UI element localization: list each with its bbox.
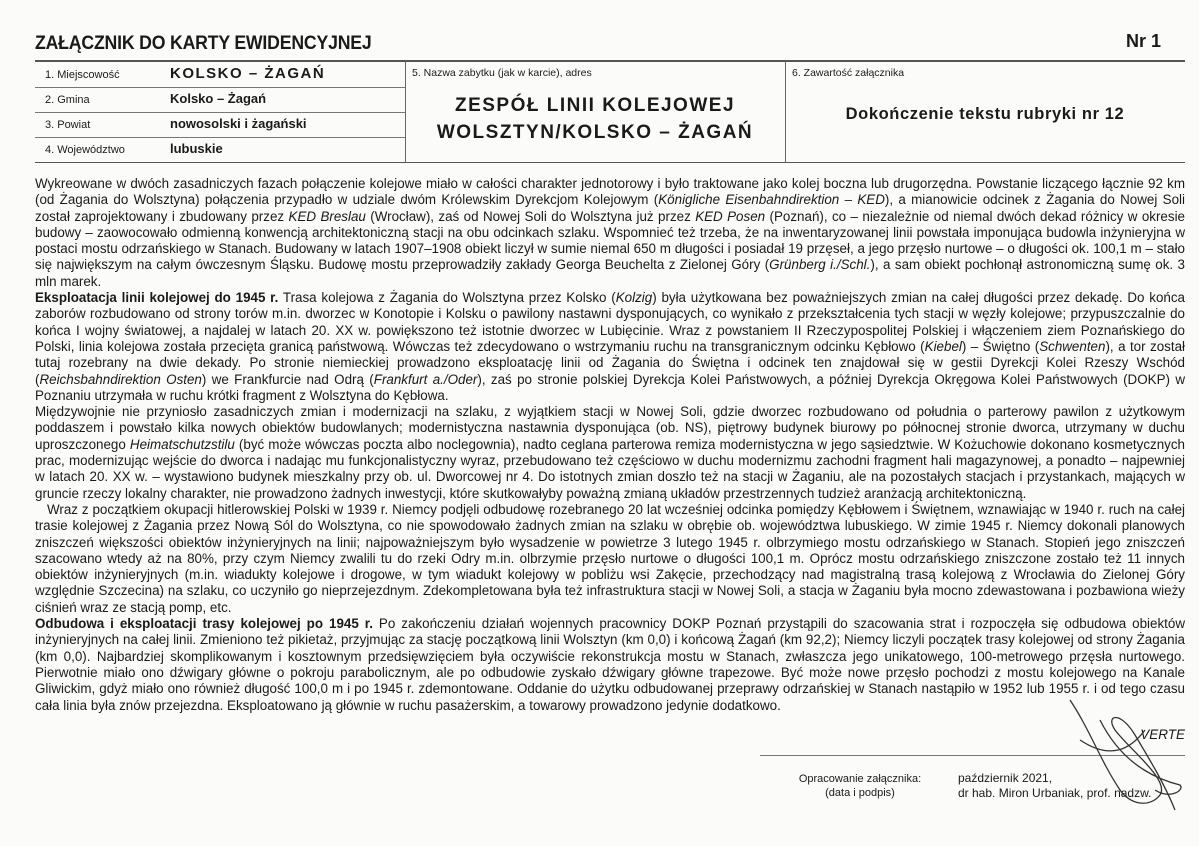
italic-term: KED Breslau [288,208,366,224]
field-county [35,112,405,138]
text-run: Trasa kolejowa z Żagania do Wolsztyna przez Kolsko ( [278,290,616,306]
paragraph [35,616,1185,714]
monument-name-line1: ZESPÓŁ LINII KOLEJOWEJ [454,95,736,116]
field-voivodeship [35,137,405,162]
monument-name-line2: WOLSZTYN/KOLSKO – ŻAGAŃ [436,122,754,143]
italic-term: Schwenten [1039,338,1106,354]
signature [1060,690,1190,820]
text-run: ), zaś po stronie polskiej Dyrekcja Kolei Państwowych, a później Dyrekcja Okręgowa Kolei Państwowych (DOKP) w Poznaniu utrzymała w ruchu krótki fragment z Wolsztyna do Kębłowa. [35,371,1185,403]
paragraph [35,176,1185,290]
table-bottom-divider [35,162,1185,163]
italic-term: KED Posen [695,208,766,224]
field-label: 1. Miejscowość [45,69,120,81]
document-title: ZAŁĄCZNIK DO KARTY EWIDENCYJNEJ [35,33,372,54]
paragraph [35,404,1185,502]
text-run: ), a mianowicie odcinek z Żagania do Nowej Soli został zaprojektowany i zbudowany przez [35,192,1185,224]
prepared-date: październik 2021, [958,771,1053,785]
text-run: Międzywojnie nie przyniosło zasadniczych zmian i modernizacji na szlaku, z wyjątkiem stacji w Nowej Soli, gdzie dworzec rozbudowano od południa o parterowy pawilon z użytkowym poddaszem i powstało kilka nowych obiektów budowlanych; modernistyczna nastawnia dysponująca (ob. NS), piętrowy budynek biurowy po północnej stronie dworca, utrzymany w duchu uproszczonego [35,404,1185,452]
text-run: ), a tor został tutaj rozebrany na dwie dekady. Po stronie niemieckiej prowadzono eksploatację linii od Żagania do Świętna i odcinek ten znajdował się w gestii Dyrekcji Kolei Rzeszy Wschód ( [35,338,1185,387]
text-run: ) była użytkowana bez poważniejszych zmian na całej długości przez dekadę. Do końca zaborów rozbudowano od strony torów m.in. dworzec w Konotopie i Kolsku o pawilony nastawni dysponujących, co wynikało z przekształcenia tych stacji w węzły kolejowe; przypuszczalnie do końca I wojny światowej, a najdalej w latach 20. XX w. powiększono też istotnie dworzec w Lubięcinie. Wraz z powstaniem II Rzeczypospolitej Polskiej i włączeniem ziem Poznańskiego do Polski, linia kolejowa została przecięta granicą państwową. Wówczas też zdecydowano o wstrzymaniu ruchu na transgranicznym odcinku Kębłowo ( [35,290,1186,354]
section-heading: Eksploatacja linii kolejowej do 1945 r. [35,290,279,306]
field-value: Kolsko – Żagań [170,91,267,106]
italic-term: Grünberg i./Schl. [769,257,871,273]
text-run: (być może wówczas poczta albo noclegownia), nadto ceglana parterowa remiza modernistyczna w jego sąsiedztwie. W Kożuchowie dokonano kosmetycznych prac, modernizując wejście do dworca i nadając mu funkcjonalistyczny wyraz, przebudowano też częściowo w duchu modernizmu zachodni fragment hali magazynowej, a ponadto – najpewniej w latach 20. XX w. – wystawiono budynek mieszkalny przy ob. ul. Dworcowej nr 4. Do istotnych zmian doszło też na stacji w Żaganiu, ale na pozostałych stacjach i przystankach, mających w gruncie rzeczy lokalny charakter, nie prowadzono żadnych inwestycji, które skutkowałyby poważną zmianą układów przestrzennych tudzież aranżacją architektoniczną. [35,436,1185,501]
verte-note: VERTE [1140,727,1185,742]
monument-name [405,92,785,146]
attachment-number: Nr 1 [1125,31,1161,51]
field-label: 2. Gmina [45,94,90,106]
field-label: 3. Powiat [45,119,91,131]
attachment-content-label: 6. Zawartość załącznika [792,67,905,79]
field-commune [35,87,405,113]
paragraph [35,290,1185,404]
field-label: 4. Województwo [45,144,125,156]
italic-term: Frankfurt a./Oder [373,371,478,387]
section-heading: Odbudowa i eksploatacji trasy kolejowej po 1945 r. [35,616,373,632]
italic-term: Kolzig [615,290,653,306]
date-signature-label: (data i podpis) [825,787,895,799]
footer-label [790,772,930,800]
italic-term: Heimatschutzstilu [129,436,235,452]
text-run: ), a sam obiekt pochłonął astronomiczną sumę ok. 3 mln marek. [35,257,1185,289]
attachment-content: Dokończenie tekstu rubryki nr 12 [845,105,1125,123]
italic-term: Reichsbahndirektion Osten [39,371,202,387]
text-run: Wykreowane w dwóch zasadniczych fazach połączenie kolejowe miało w całości charakter jednotorowy i było traktowane jako kolej boczna lub drugorzędna. Powstanie liczącego łącznie 92 km (od Żagania do Wolsztyna) połączenia przypadło w udziale dwóm Królewskim Dyrekcjom Kolejowym ( [35,176,1185,208]
monument-label: 5. Nazwa zabytku (jak w karcie), adres [412,67,592,79]
text-run: Wraz z początkiem okupacji hitlerowskiej Polski w 1939 r. Niemcy podjęli odbudowę rozebranego 20 lat wcześniej odcinka pomiędzy Kębłowem i Świętnem, wznawiając w 1940 r. ruch na całej trasie kolejowej z Żagania przez Nową Sól do Wolsztyna, co nie spowodowało żadnych zmian na szlaku w obrębie ob. województwa lubuskiego. W zimie 1945 r. Niemcy dokonali planowych zniszczeń większości obiektów inżynieryjnych na linii; najpoważniejszym było wysadzenie w powietrze 3 lutego 1945 r. olbrzymiego mostu odrzańskiego w Stanach. Stopień jego zniszczeń szacowano wtedy aż na 80%, przy czym Niemcy zwalili tu do rzeki Odry m.in. olbrzymie przęsło nurtowe o długości 100,1 m. Oprócz mostu odrzańskiego zniszczone zostało też 11 innych obiektów inżynieryjnych (m.in. wiadukty kolejowe i drogowe, w tym wiadukt kolejowy w pobliżu wsi Zakęcie, przechodzący nad magistralną trasą kolejową z Wrocławia do Zielonej Góry względnie Szczecina) na szlaku, co uczyniło go nieprzejezdnym. Zdekompletowana była też infrastruktura stacji w Nowej Soli, a stacja w Żaganiu była mocno zdewastowana i pozbawiona wieży ciśnień wraz ze stacją pomp, etc. [35,501,1185,615]
italic-term: Königliche Eisenbahndirektion – KED [658,192,885,208]
text-run: ) we Frankfurcie nad Odrą ( [201,371,374,387]
text-run: ) – Świętno ( [961,338,1040,354]
text-run: (Poznań), co – niezależnie od niemal dwóch dekad różnicy w okresie budowy – zaowocowało odmienną konwencją architektoniczną stacji na obu odcinkach szlaku. Wspomnieć też trzeba, że na inwentaryzowanej linii powstała imponująca budowla inżynieryjna w postaci mostu odrzańskiego w Stanach. Budowany w latach 1907–1908 obiekt liczył w sumie niemal 650 m długości i posiadał 19 przęseł, a jego przęsło nurtowe – o długości ok. 100,1 m – stało się największym na całym ówczesnym Śląsku. Budowę mostu przeprowadziły zakłady Georga Beuchelta z Zielonej Góry ( [35,208,1185,273]
author-name: dr hab. Miron Urbaniak, prof. nadzw. [958,786,1152,800]
field-value: lubuskie [170,141,223,156]
italic-term: Kiebel [924,338,962,354]
field-value: KOLSKO – ŻAGAŃ [170,65,326,82]
body-text [35,176,1185,714]
text-run: Po zakończeniu działań wojennych pracownicy DOKP Poznań przystąpili do szacowania strat i rozpoczęła się odbudowa obiektów inżynieryjnych na całej linii. Zmieniono też pikietaż, przyjmując za stację początkową linii Wolsztyn (km 0,0) i końcową Żagań (km 92,2); Niemcy liczyli początek trasy kolejowej od strony Żagania (km 0,0). Najbardziej skomplikowanym i kosztownym przedsięwzięciem była oczywiście rekonstrukcja mostu w Stanach, zwłaszcza jego unikatowego, 100-metrowego przęsła nurtowego. Pierwotnie miało ono dźwigary główne o pokroju parabolicznym, ale po odbudowie zyskało dźwigary główne trapezowe. Być może nowe przęsło pochodzi z mostu kolejowego na Kanale Gliwickim, gdyż miało ono również długość 100,0 m i po 1945 r. zdemontowane. Oddanie do użytku odbudowanej przeprawy odrzańskiej w Stanach nastąpiło w 1952 lub 1955 r. i od tego czasu cała linia była znów przejezdna. Eksploatowano ją głównie w ruchu pasażerskim, a towarowy prowadzono jedynie dodatkowo. [35,616,1186,713]
paragraph [35,502,1185,616]
prepared-by-label: Opracowanie załącznika: [798,773,922,785]
field-locality [35,62,405,88]
text-run: (Wrocław), zaś od Nowej Soli do Wolsztyna już przez [365,208,696,224]
field-value: nowosolski i żagański [170,116,307,131]
